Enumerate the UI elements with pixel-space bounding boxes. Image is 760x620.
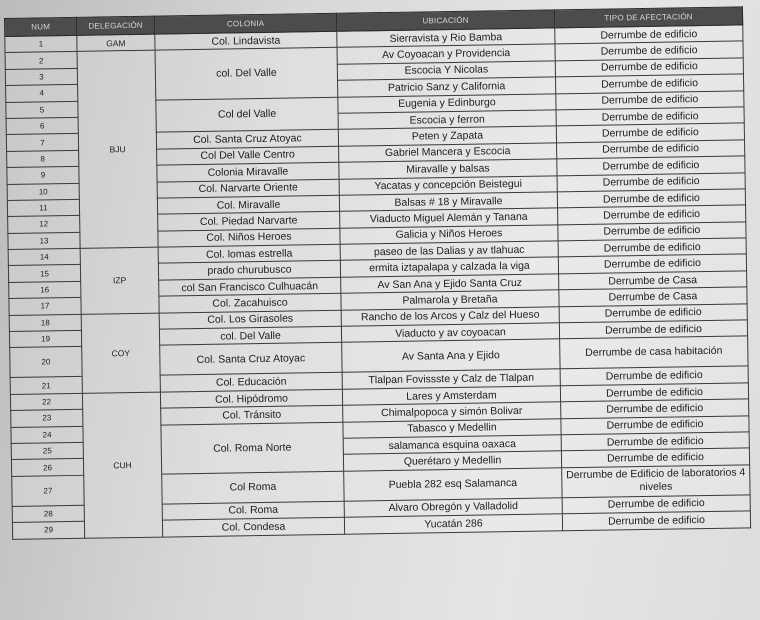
cell-num: 29	[12, 521, 84, 539]
document-sheet	[4, 6, 750, 539]
header-colonia: COLONIA	[154, 13, 336, 34]
cell-ubicacion: Chimalpopoca y simón Bolivar	[343, 402, 561, 422]
damage-table	[4, 6, 751, 539]
cell-ubicacion: Yacatas y concepción Beistegui	[339, 175, 557, 195]
table-body	[5, 25, 751, 539]
cell-tipo: Derrumbe de edificio	[561, 448, 749, 467]
cell-tipo: Derrumbe de Casa	[559, 271, 747, 290]
cell-ubicacion: Av Santa Ana y Ejido	[342, 339, 560, 372]
cell-colonia: Col. Condesa	[162, 517, 344, 536]
cell-colonia: Col. Lindavista	[155, 31, 337, 50]
cell-ubicacion: Viaducto Miguel Alemán y Tanana	[340, 208, 558, 228]
cell-colonia: Col. Zacahuisco	[159, 293, 341, 312]
cell-colonia: Col Roma	[162, 471, 344, 504]
cell-num: 17	[9, 298, 81, 316]
cell-ubicacion: Eugenia y Edinburgo	[338, 93, 556, 113]
cell-colonia: col. Del Valle	[155, 48, 338, 100]
cell-colonia: Col del Valle	[156, 97, 338, 133]
cell-tipo: Derrumbe de edificio	[557, 172, 745, 191]
cell-num: 27	[12, 475, 84, 506]
cell-ubicacion: Sierravista y Rio Bamba	[337, 28, 555, 48]
cell-num: 11	[7, 199, 79, 217]
cell-num: 8	[7, 150, 79, 168]
cell-num: 10	[7, 183, 79, 201]
cell-tipo: Derrumbe de edificio	[555, 58, 743, 77]
cell-num: 9	[7, 166, 79, 184]
header-ubicacion: UBICACIÓN	[336, 10, 554, 31]
cell-tipo: Derrumbe de edificio	[557, 189, 745, 208]
cell-delegacion: COY	[81, 313, 160, 393]
cell-tipo: Derrumbe de edificio	[561, 432, 749, 451]
cell-num: 1	[5, 35, 77, 53]
cell-num: 21	[10, 377, 82, 395]
cell-delegacion: GAM	[77, 34, 155, 52]
cell-delegacion: IZP	[80, 247, 159, 314]
cell-ubicacion: Escocia Y Nicolas	[337, 61, 555, 81]
cell-tipo: Derrumbe de edificio	[558, 222, 746, 241]
cell-ubicacion: salamanca esquina oaxaca	[343, 435, 561, 455]
cell-colonia: Col. lomas estrella	[158, 244, 340, 263]
cell-num: 24	[11, 426, 83, 444]
cell-ubicacion: Yucatán 286	[344, 514, 562, 534]
cell-tipo: Derrumbe de edificio	[556, 123, 744, 142]
cell-num: 6	[6, 117, 78, 135]
cell-ubicacion: Av San Ana y Ejido Santa Cruz	[341, 274, 559, 294]
cell-colonia: Col. Narvarte Oriente	[157, 179, 339, 198]
cell-num: 22	[10, 393, 82, 411]
cell-num: 15	[8, 265, 80, 283]
cell-delegacion: CUH	[82, 392, 162, 538]
cell-tipo: Derrumbe de edificio	[556, 107, 744, 126]
header-num: NUM	[5, 17, 77, 36]
cell-tipo: Derrumbe de edificio	[562, 495, 750, 514]
cell-tipo: Derrumbe de edificio	[562, 511, 750, 530]
cell-ubicacion: Patricio Sanz y California	[338, 77, 556, 97]
cell-ubicacion: Galicia y Niños Heroes	[340, 225, 558, 245]
cell-ubicacion: Lares y Amsterdam	[342, 386, 560, 406]
cell-tipo: Derrumbe de edificio	[561, 415, 749, 434]
cell-ubicacion: Rancho de los Arcos y Calz del Hueso	[341, 306, 559, 326]
cell-tipo: Derrumbe de edificio	[555, 41, 743, 60]
cell-ubicacion: Escocia y ferron	[338, 110, 556, 130]
cell-colonia: col San Francisco Culhuacán	[159, 277, 341, 296]
cell-colonia: Col. Santa Cruz Atoyac	[160, 343, 342, 376]
cell-colonia: prado churubusco	[158, 261, 340, 280]
cell-num: 28	[12, 505, 84, 523]
cell-tipo: Derrumbe de edificio	[560, 366, 748, 385]
cell-num: 25	[11, 442, 83, 460]
cell-tipo: Derrumbe de casa habitación	[560, 336, 748, 369]
cell-ubicacion: Gabriel Mancera y Escocia	[339, 143, 557, 163]
cell-tipo: Derrumbe de edificio	[558, 254, 746, 273]
cell-tipo: Derrumbe de edificio	[557, 140, 745, 159]
cell-num: 20	[10, 347, 82, 378]
cell-colonia: Col. Roma Norte	[161, 422, 344, 474]
cell-ubicacion: ermita iztapalapa y calzada la viga	[340, 257, 558, 277]
cell-ubicacion: Viaducto y av coyoacan	[341, 323, 559, 343]
cell-colonia: Col Del Valle Centro	[157, 146, 339, 165]
cell-ubicacion: Peten y Zapata	[338, 126, 556, 146]
cell-ubicacion: Puebla 282 esq Salamanca	[344, 468, 562, 501]
cell-colonia: Col. Hipódromo	[160, 389, 342, 408]
cell-delegacion: BJU	[77, 51, 158, 249]
cell-tipo: Derrumbe de edificio	[555, 25, 743, 44]
cell-colonia: Col. Roma	[162, 501, 344, 520]
cell-tipo: Derrumbe de edificio	[558, 238, 746, 257]
cell-ubicacion: Alvaro Obregón y Valladolid	[344, 498, 562, 518]
cell-colonia: col. Del Valle	[159, 326, 341, 345]
cell-ubicacion: Av Coyoacan y Providencia	[337, 44, 555, 64]
cell-ubicacion: Querétaro y Medellin	[343, 451, 561, 471]
cell-colonia: Col. Santa Cruz Atoyac	[156, 130, 338, 149]
cell-colonia: Col. Niños Heroes	[158, 228, 340, 247]
cell-tipo: Derrumbe de edificio	[555, 74, 743, 93]
cell-colonia: Colonia Miravalle	[157, 162, 339, 181]
cell-tipo: Derrumbe de edificio	[559, 320, 747, 339]
cell-num: 4	[6, 85, 78, 103]
header-tipo: TIPO DE AFECTACIÓN	[554, 7, 742, 28]
cell-colonia: Col. Miravalle	[157, 195, 339, 214]
cell-tipo: Derrumbe de Casa	[559, 287, 747, 306]
cell-num: 5	[6, 101, 78, 119]
cell-ubicacion: Balsas # 18 y Miravalle	[339, 192, 557, 212]
cell-tipo: Derrumbe de edificio	[561, 399, 749, 418]
cell-num: 23	[11, 410, 83, 428]
cell-colonia: Col. Piedad Narvarte	[158, 212, 340, 231]
cell-ubicacion: paseo de las Dalias y av tlahuac	[340, 241, 558, 261]
cell-colonia: Col. Los Girasoles	[159, 310, 341, 329]
cell-num: 3	[5, 68, 77, 86]
cell-num: 12	[8, 216, 80, 234]
cell-ubicacion: Tabasco y Medellin	[343, 418, 561, 438]
cell-colonia: Col. Educación	[160, 373, 342, 392]
cell-ubicacion: Tlalpan Fovissste y Calz de Tlalpan	[342, 369, 560, 389]
cell-tipo: Derrumbe de Edificio de laboratorios 4 niveles	[562, 465, 750, 498]
cell-num: 19	[9, 330, 81, 348]
cell-num: 13	[8, 232, 80, 250]
cell-colonia: Col. Tránsito	[161, 405, 343, 424]
cell-tipo: Derrumbe de edificio	[558, 205, 746, 224]
header-delegacion: DELEGACIÓN	[76, 16, 154, 35]
cell-tipo: Derrumbe de edificio	[559, 304, 747, 323]
cell-num: 18	[9, 314, 81, 332]
cell-num: 7	[6, 134, 78, 152]
cell-num: 2	[5, 52, 77, 70]
cell-num: 16	[9, 281, 81, 299]
cell-num: 14	[8, 248, 80, 266]
cell-ubicacion: Miravalle y balsas	[339, 159, 557, 179]
cell-tipo: Derrumbe de edificio	[556, 90, 744, 109]
cell-ubicacion: Palmarola y Bretaña	[341, 290, 559, 310]
cell-tipo: Derrumbe de edificio	[560, 383, 748, 402]
cell-tipo: Derrumbe de edificio	[557, 156, 745, 175]
cell-num: 26	[11, 459, 83, 477]
